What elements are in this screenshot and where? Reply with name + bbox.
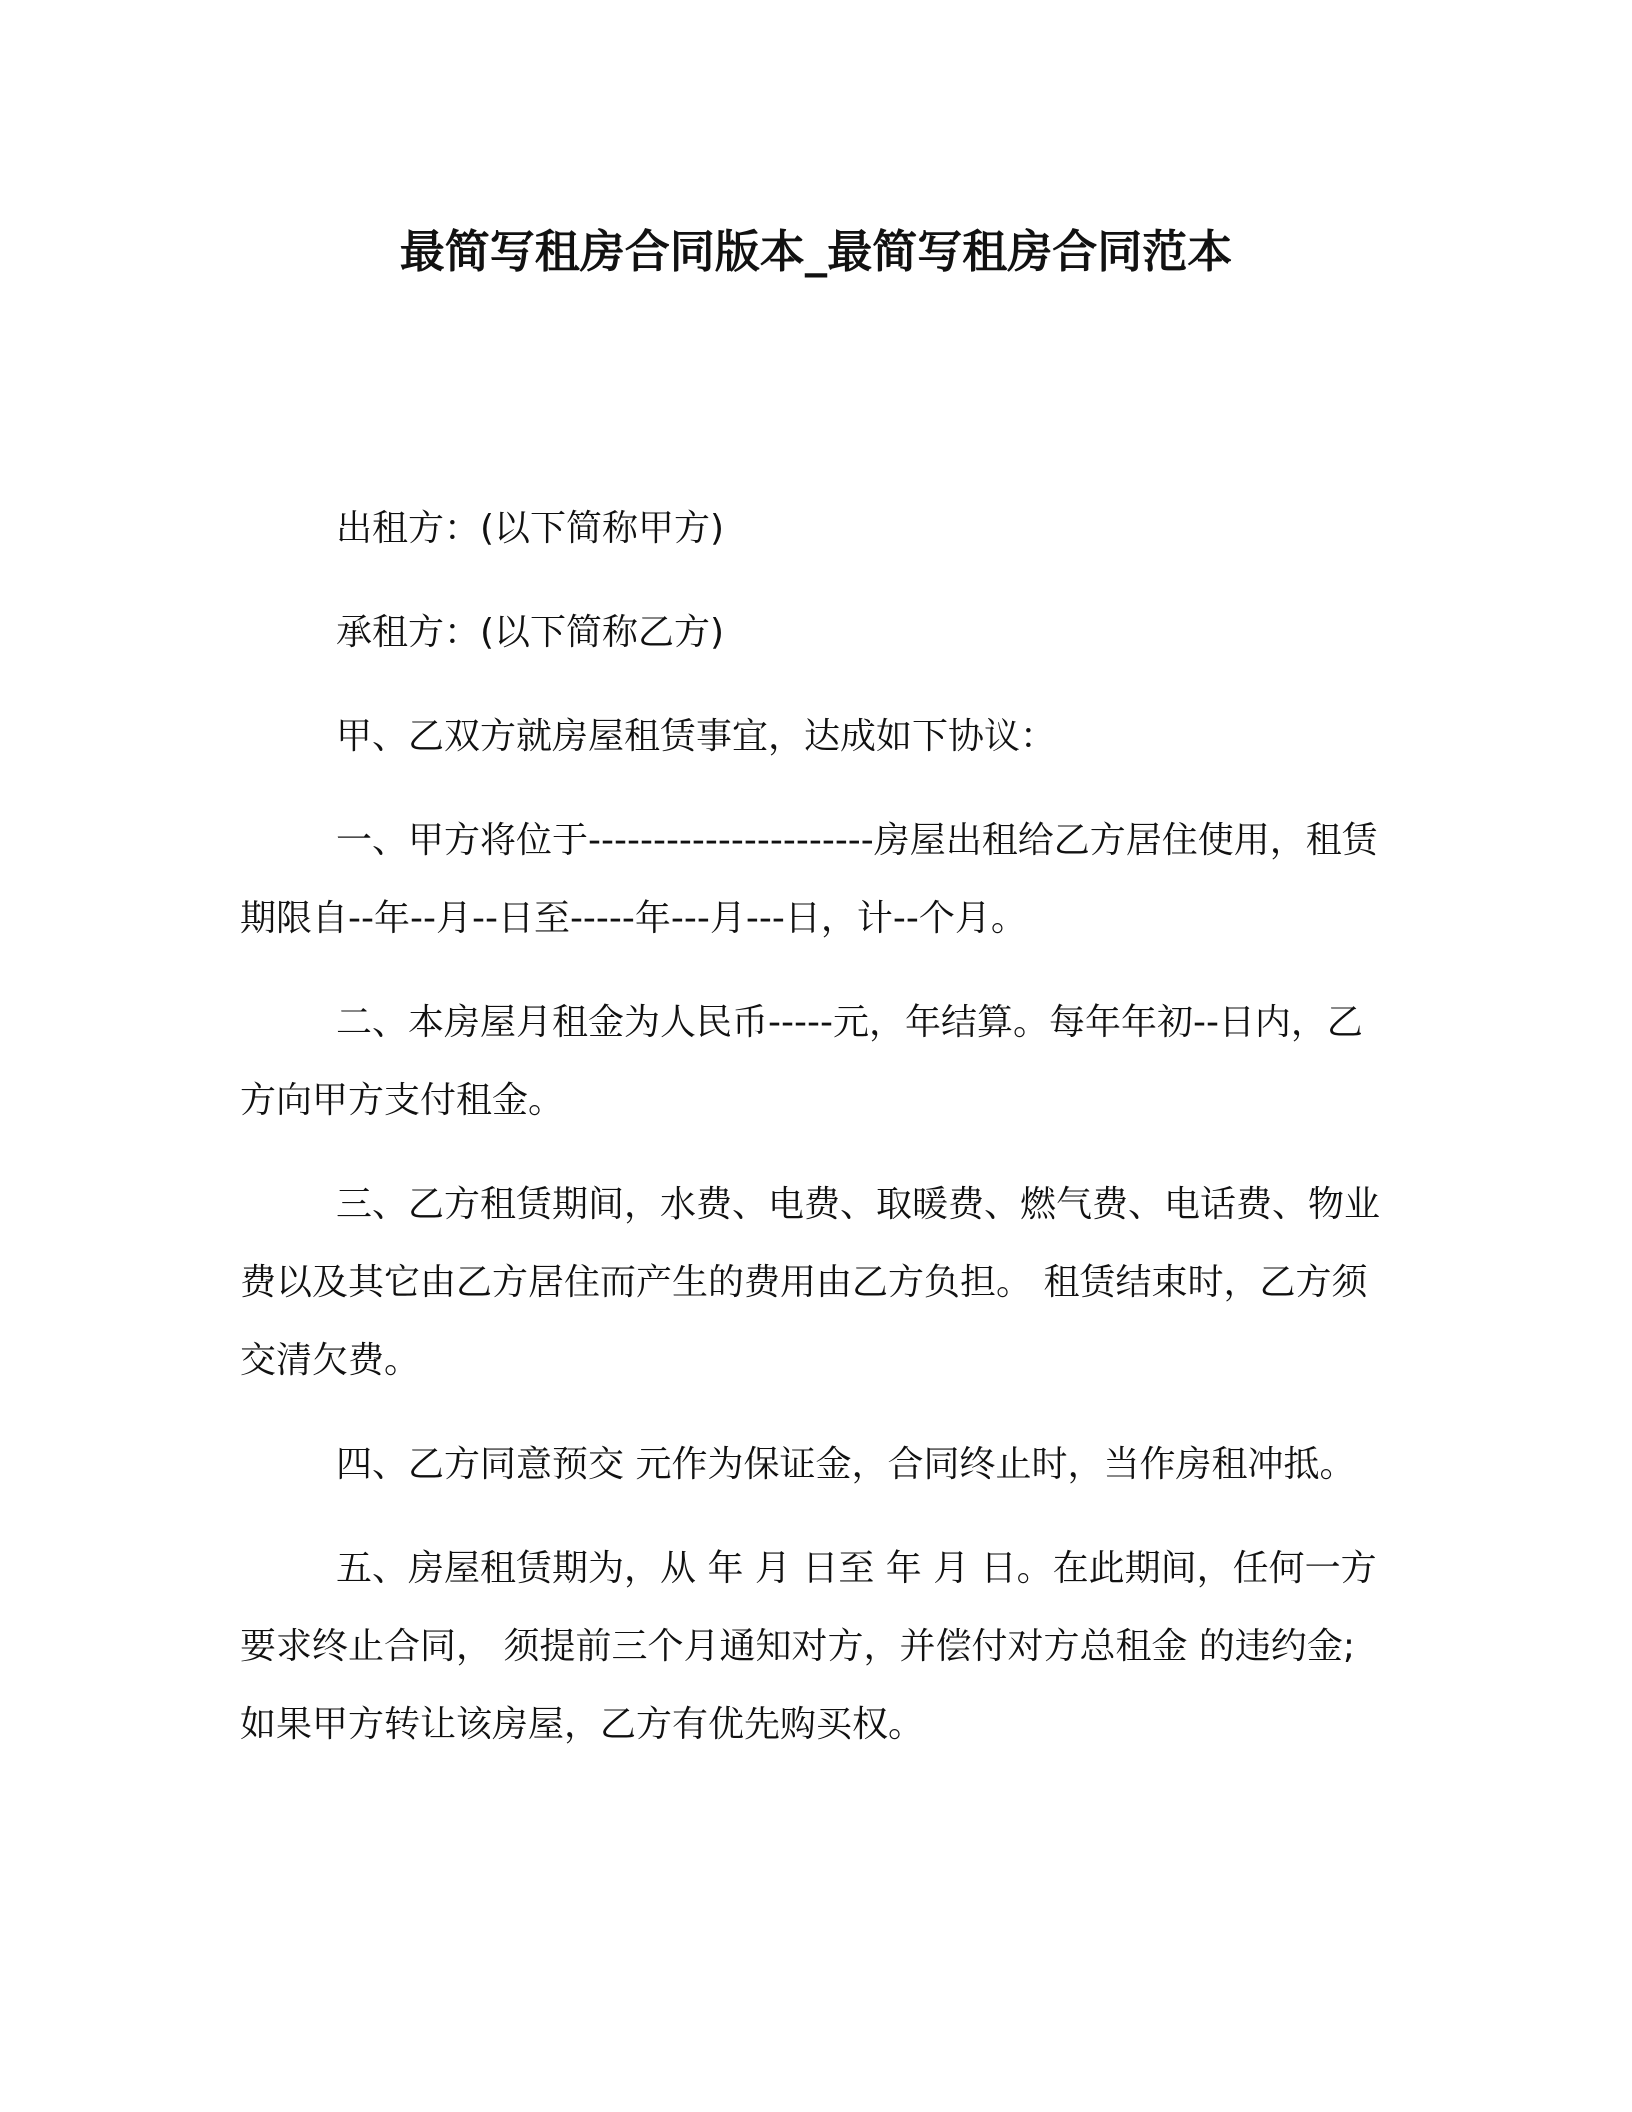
paragraph-lessor: 出租方：(以下简称甲方) (336, 508, 725, 549)
paragraph-clause-1: 一、甲方将位于----------------------房屋出租给乙方居住使用，租赁期限自--年--月--日至-----年---月---日，计--个月。 (240, 820, 1378, 939)
paragraph-clause-5: 五、房屋租赁期为，从 年 月 日至 年 月 日。在此期间，任何一方要求终止合同， 须提前三个月通知对方，并偿付对方总租金 的违约金;如果甲方转让该房屋，乙方有优先购买权。 (240, 1548, 1377, 1745)
paragraph-lessee: 承租方：(以下简称乙方) (336, 612, 725, 653)
document-title: 最简写租房合同版本_最简写租房合同范本 (399, 225, 1233, 278)
paragraph-clause-3: 三、乙方租赁期间，水费、电费、取暖费、燃气费、电话费、物业费以及其它由乙方居住而产生的费用由乙方负担。 租赁结束时，乙方须交清欠费。 (240, 1184, 1381, 1381)
paragraph-clause-2: 二、本房屋月租金为人民币-----元，年结算。每年年初--日内，乙方向甲方支付租金。 (240, 1002, 1363, 1121)
document-body (240, 490, 1390, 1790)
paragraph-clause-4: 四、乙方同意预交 元作为保证金，合同终止时，当作房租冲抵。 (336, 1444, 1356, 1485)
paragraph-agreement-intro: 甲、乙双方就房屋租赁事宜，达成如下协议： (336, 716, 1057, 757)
